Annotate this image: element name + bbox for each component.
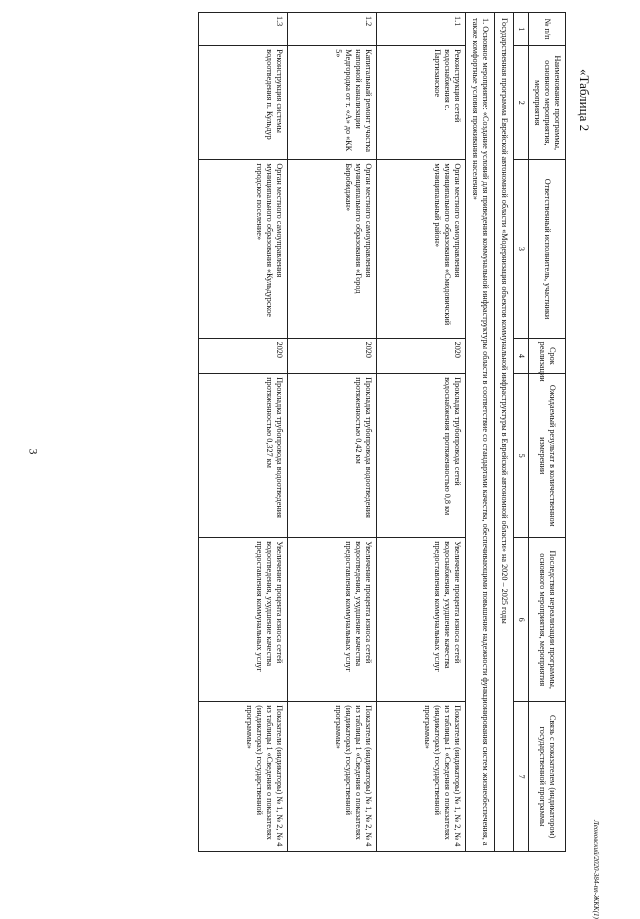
- column-number: 6: [514, 538, 529, 702]
- header-cell-number: № п/п: [529, 13, 566, 46]
- row-executor: Орган местного самоуправления муниципального образования «Кульдурское городское поселение»: [199, 160, 288, 338]
- row-consequences: Увеличение процента износа сетей водоотведения, ухудшение качества предоставления коммунальных услуг: [288, 538, 377, 702]
- row-term: 2020: [377, 338, 466, 374]
- row-term: 2020: [199, 338, 288, 374]
- activities-table: [198, 12, 566, 852]
- main-activity-row: [466, 13, 495, 852]
- page-number: 3: [26, 448, 41, 455]
- row-result: Прокладка трубопровода водоотведения протяженностью 0,327 км: [199, 374, 288, 538]
- row-name: Реконструкция сетей водоснабжения с. Партизанское: [377, 46, 466, 160]
- row-consequences: Увеличение процента износа сетей водоотведения, ухудшение качества предоставления коммунальных услуг: [199, 538, 288, 702]
- row-result: Прокладка трубопровода сетей водоснабжения протяженностью 0,8 км: [377, 374, 466, 538]
- row-name: Капитальный ремонт участка напорной канализации Медгородка от т. «А» до «КК 5»: [288, 46, 377, 160]
- table-row: [199, 13, 288, 852]
- row-indicator: Показатели (индикаторы) № 1, № 2, № 4 из таблицы 1 «Сведения о показателях (индикаторах) государственной программы»: [377, 702, 466, 852]
- table-header-row: [529, 13, 566, 852]
- header-cell-consequences: Последствия нереализации программы, основного мероприятия, мероприятия: [529, 538, 566, 702]
- header-cell-indicator: Связь с показателем (индикатором) государственной программы: [529, 702, 566, 852]
- row-name: Реконструкция системы водоотведения п. Кульдур: [199, 46, 288, 160]
- row-number: 1.3: [199, 13, 288, 46]
- column-number: 5: [514, 374, 529, 538]
- rotated-table-container: [86, 12, 566, 852]
- footer-document-code: Леоновский/2020-384-пп-ЖКК(1): [592, 820, 600, 919]
- row-executor: Орган местного самоуправления муниципального образования «Смидовичский муниципальный район»: [377, 160, 466, 338]
- row-consequences: Увеличение процента износа сетей водоснабжения, ухудшение качества предоставления коммунальных услуг: [377, 538, 466, 702]
- main-activity: 1. Основное мероприятие: «Создание условий для приведения коммунальной инфраструктуры области в соответствие со стандартами качества, обеспечивающими повышение надежности функционирования систем жизнеобеспечения, а также комфортные условия проживания населения»: [466, 13, 495, 852]
- column-number-row: [514, 13, 529, 852]
- table-caption: «Таблица 2: [577, 69, 592, 132]
- header-cell-result: Ожидаемый результат в количественном измерении: [529, 374, 566, 538]
- row-executor: Орган местного самоуправления муниципального образования «Город Биробиджан»: [288, 160, 377, 338]
- row-result: Прокладка трубопровода водоотведения протяженностью 0,42 км: [288, 374, 377, 538]
- row-number: 1.1: [377, 13, 466, 46]
- program-title: Государственная программа Еврейской автономной области «Модернизация объектов коммунальной инфраструктуры в Еврейской автономной области» на 2020 – 2025 годы: [495, 13, 514, 852]
- table-row: [377, 13, 466, 852]
- row-term: 2020: [288, 338, 377, 374]
- row-indicator: Показатели (индикаторы) № 1, № 2, № 4 из таблицы 1 «Сведения о показателях (индикаторах) государственной программы»: [288, 702, 377, 852]
- column-number: 2: [514, 46, 529, 160]
- column-number: 3: [514, 160, 529, 338]
- header-cell-executor: Ответственный исполнитель, участники: [529, 160, 566, 338]
- column-number: 4: [514, 338, 529, 374]
- column-number: 7: [514, 702, 529, 852]
- column-number: 1: [514, 13, 529, 46]
- header-cell-term: Срок реализации: [529, 338, 566, 374]
- row-number: 1.2: [288, 13, 377, 46]
- header-cell-name: Наименование программы, основного мероприятия, мероприятия: [529, 46, 566, 160]
- program-title-row: [495, 13, 514, 852]
- table-row: [288, 13, 377, 852]
- row-indicator: Показатели (индикаторы) № 1, № 2, № 4 из таблицы 1 «Сведения о показателях (индикаторах) государственной программы»: [199, 702, 288, 852]
